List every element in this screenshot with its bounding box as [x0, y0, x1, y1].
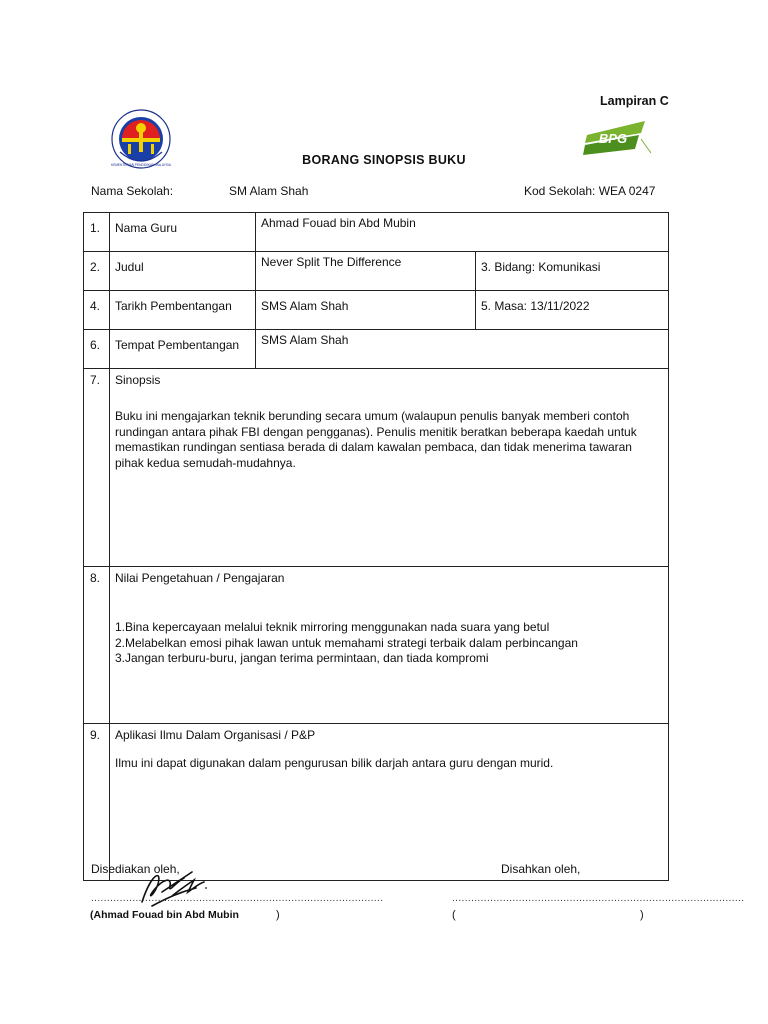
approved-by-label: Disahkan oleh,: [501, 862, 581, 876]
teacher-name-label: Nama Guru: [110, 213, 256, 252]
presentation-place-label: Tempat Pembentangan: [110, 330, 256, 369]
title-label: Judul: [110, 252, 256, 291]
table-row: [84, 567, 669, 724]
school-code: Kod Sekolah: WEA 0247: [524, 184, 656, 198]
signature-line-prepared: ............................................................................................: [91, 893, 384, 904]
approved-open-paren: (: [452, 909, 456, 921]
synopsis-text: Buku ini mengajarkan teknik berunding secara umum (walaupun penulis banyak memberi contoh rundingan antara pihak FBI dengan pengganas). Penulis menitik beratkan beberapa kaedah untuk memastikan rundingan sentiasa berada di dalam kawalan pembaca, dan tidak menerima tawaran pihak kedua semudah-mudahnya.: [115, 409, 637, 470]
list-item: 3.Jangan terburu-buru, jangan terima permintaan, dan tiada kompromi: [115, 651, 489, 665]
lampiran-label: Lampiran C: [600, 94, 669, 108]
synopsis-form-table: [83, 212, 669, 881]
table-row: [84, 330, 669, 369]
presentation-place-value: SMS Alam Shah: [256, 330, 669, 369]
row-number: 1.: [84, 213, 110, 252]
row-number: 7.: [84, 369, 110, 567]
application-section: [110, 724, 669, 881]
presentation-date-label: Tarikh Pembentangan: [110, 291, 256, 330]
table-row: [84, 369, 669, 567]
school-name-label: Nama Sekolah:: [91, 184, 174, 198]
table-row: [84, 252, 669, 291]
row-number: 2.: [84, 252, 110, 291]
signature-line-approved: ............................................................................................: [452, 893, 745, 904]
synopsis-heading: Sinopsis: [115, 373, 161, 387]
values-section: [110, 567, 669, 724]
table-row: [84, 213, 669, 252]
row-number: 4.: [84, 291, 110, 330]
synopsis-section: [110, 369, 669, 567]
row-number: 8.: [84, 567, 110, 724]
values-heading: Nilai Pengetahuan / Pengajaran: [115, 571, 285, 585]
time-value: 5. Masa: 13/11/2022: [476, 291, 669, 330]
form-title: BORANG SINOPSIS BUKU: [302, 153, 466, 167]
signature-image: [132, 862, 214, 912]
table-row: [84, 291, 669, 330]
prepared-by-label: Disediakan oleh,: [91, 862, 180, 876]
row-number: 9.: [84, 724, 110, 881]
application-text: Ilmu ini dapat digunakan dalam pengurusan bilik darjah antara guru dengan murid.: [115, 756, 554, 770]
field-value: 3. Bidang: Komunikasi: [476, 252, 669, 291]
application-heading: Aplikasi Ilmu Dalam Organisasi / P&P: [115, 728, 316, 742]
approved-close-paren: ): [640, 909, 644, 921]
book-title-value: Never Split The Difference: [256, 252, 476, 291]
table-row: [84, 724, 669, 881]
teacher-name-value: Ahmad Fouad bin Abd Mubin: [256, 213, 669, 252]
prepared-close-paren: ): [276, 909, 280, 921]
kpm-logo-text: KEMENTERIAN PENDIDIKAN MALAYSIA: [111, 163, 171, 167]
list-item: 2.Melabelkan emosi pihak lawan untuk memahami strategi terbaik dalam perbincangan: [115, 635, 578, 650]
bpg-logo-text: BPG: [598, 131, 628, 146]
prepared-by-name: (Ahmad Fouad bin Abd Mubin: [90, 909, 239, 921]
row-number: 6.: [84, 330, 110, 369]
presentation-date-value: SMS Alam Shah: [256, 291, 476, 330]
school-name-value: SM Alam Shah: [229, 184, 309, 198]
list-item: 1.Bina kepercayaan melalui teknik mirroring menggunakan nada suara yang betul: [115, 620, 550, 634]
